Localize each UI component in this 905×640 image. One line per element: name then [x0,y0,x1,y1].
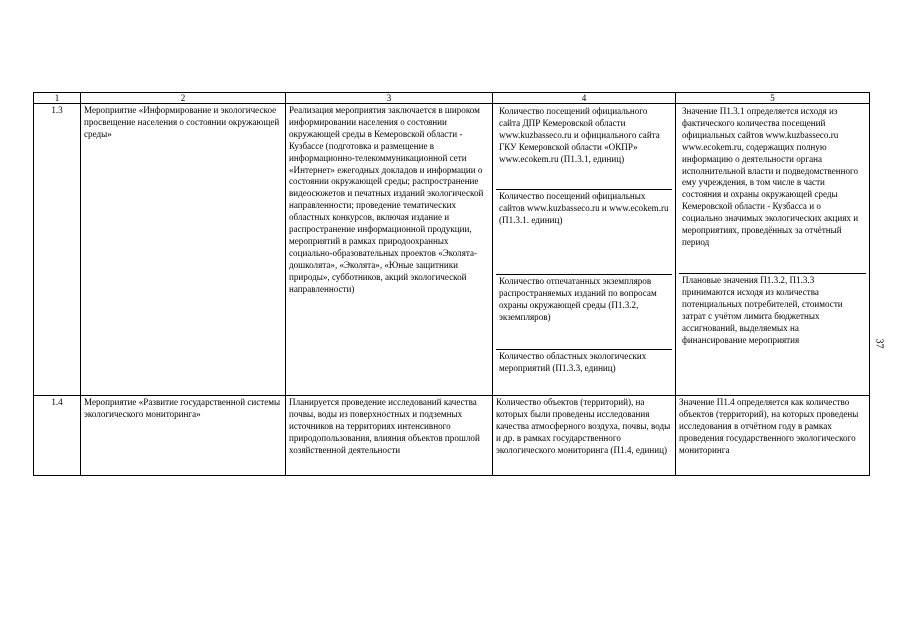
indicator-item: Количество объектов (территорий), на которых были проведены исследования качества атмосферного воздуха, почвы, воды и др. в рамках государственного экологического мониторинга (П1.4, единиц) [493,396,676,476]
indicators-cell [493,104,676,396]
description-cell: Планируется проведение исследований качества почвы, воды из поверхностных и подземных источников на территориях интенсивного природопользования, влияния объектов прошлой хозяйственной деятельности [286,396,493,476]
header-col-1: 1 [34,93,81,104]
indicator-item: Количество посещений официальных сайтов www.kuzbasseco.ru и www.ecokem.ru (П1.3.1. единиц) [496,190,672,275]
row-number: 1.4 [34,396,81,476]
event-cell: Мероприятие «Развитие государственной системы экологического мониторинга» [81,396,286,476]
table-row [34,104,870,396]
header-col-4: 4 [493,93,676,104]
row-number: 1.3 [34,104,81,396]
indicator-item: Количество отпечатанных экземпляров распространяемых изданий по вопросам охраны окружающей среды (П1.3.2, экземпляров) [496,275,672,350]
indicator-item: Количество посещений официального сайта ДПР Кемеровской области www.kuzbasseco.ru и официального сайта ГКУ Кемеровской области «ОКПР» www.ecokem.ru (П1.3.1, единиц) [496,105,672,190]
header-col-5: 5 [676,93,870,104]
note-item: Плановые значения П1.3.2, П1.3.3 принимаются исходя из количества потенциальных потребителей, стоимости затрат с учётом лимита бюджетных ассигнований, выделяемых на финансирование мероприятия [682,275,843,345]
header-col-2: 2 [81,93,286,104]
header-col-3: 3 [286,93,493,104]
note-item: Значение П1.3.1 определяется исходя из фактического количества посещений официальных сайтов www.kuzbasseco.ru www.ecokem.ru, содержащих полную информацию о деятельности органа исполнительной власти и подведомственного ему учреждения, в том числе в части состояния и охраны окружающей среды Кемеровской области - Кузбасса и о социально значимых экологических акциях и мероприятиях, проведённых за отчётный период [679,105,866,274]
page-number: 37 [873,338,885,349]
note-item: Значение П1.4 определяется как количество объектов (территорий), на которых проведены исследования в отчётном году в рамках проведения государственного экологического мониторинга [676,396,870,476]
notes-cell [676,104,870,396]
table-row [34,396,870,476]
header-row [34,93,870,104]
event-cell: Мероприятие «Информирование и экологическое просвещение населения о состоянии окружающей среды» [81,104,286,396]
program-table [33,92,870,476]
indicator-item: Количество областных экологических мероприятий (П1.3.3, единиц) [499,351,647,373]
description-cell: Реализация мероприятия заключается в широком информировании населения о состоянии окружающей среды в Кемеровской области - Кузбассе (подготовка и размещение в информационно-телекоммуникационной сети «Интернет» ежегодных докладов и информации о состоянии окружающей среды; распространение видеосюжетов и печатных изданий экологической направленности; проведение тематических областных конкурсов, включая издание и распространение информационной продукции, мероприятий в рамках природоохранных социально-образовательных проектов «Эколята-дошколята», «Эколята», «Юные защитники природы», субботников, акций экологической направленности) [286,104,493,396]
